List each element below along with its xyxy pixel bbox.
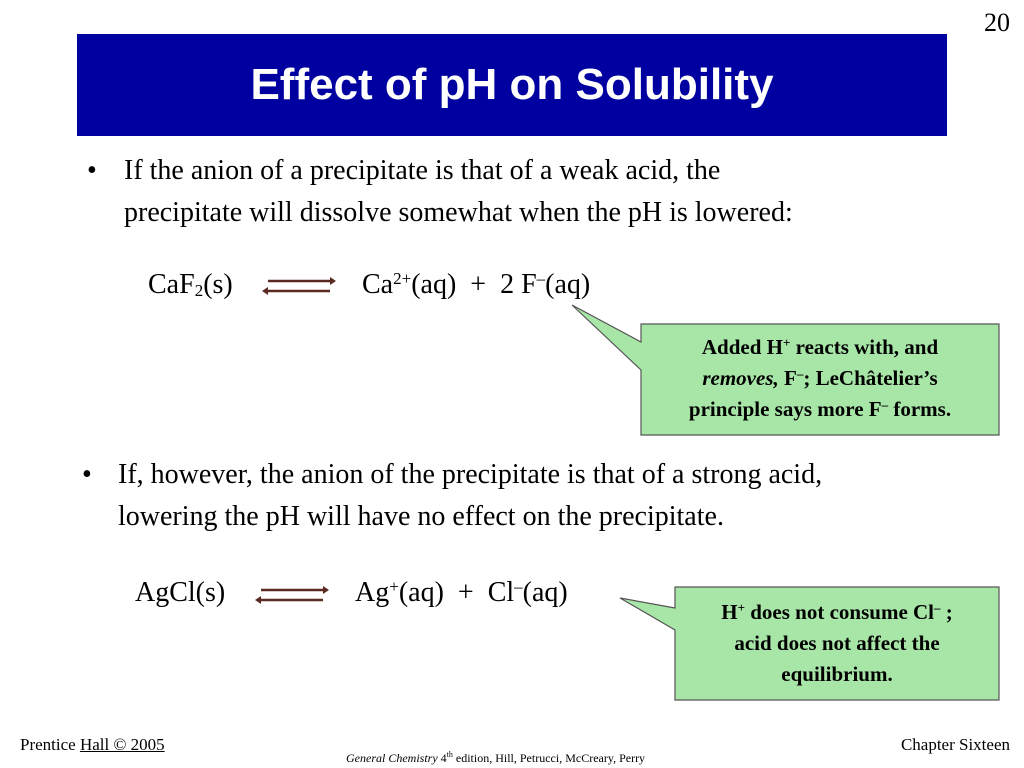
bullet-2-line-2: lowering the pH will have no effect on the precipitate. xyxy=(118,501,724,532)
footer-chapter: Chapter Sixteen xyxy=(900,735,1010,754)
equation-2-reactant: AgCl(s) xyxy=(135,577,226,608)
bullet-1-line-1: If the anion of a precipitate is that of a weak acid, the xyxy=(124,155,721,186)
publisher-link[interactable]: Hall © 2005 xyxy=(79,735,165,754)
slide-title: Effect of pH on Solubility xyxy=(250,60,774,109)
page-number: 20 xyxy=(984,8,1010,37)
footer-publisher: Prentice Hall © 2005 xyxy=(20,735,165,754)
callout-2-text: H+ does not consume Cl– ; acid does not affect the equilibrium. xyxy=(721,600,953,686)
bullet-2-line-1: If, however, the anion of the precipitate is that of a strong acid, xyxy=(118,459,823,490)
equation-2-products: Ag+(aq) + Cl–(aq) xyxy=(355,577,568,608)
equation-1-products: $Ca^{2+}(aq) + 2$ F–(aq) xyxy=(362,269,591,300)
bullet-marker: • xyxy=(87,155,97,186)
callout-1-text: Added H+ reacts with, and removes, F–; LeChâtelier’s principle says more F– forms. xyxy=(688,335,952,421)
footer-book-citation: General Chemistry 4th edition, Hill, Petrucci, McCreary, Perry xyxy=(346,750,646,765)
bullet-marker: • xyxy=(82,459,92,490)
bullet-1-line-2: precipitate will dissolve somewhat when the pH is lowered: xyxy=(124,197,793,228)
equation-1-reactant: CaF$_2$(s) xyxy=(148,269,233,300)
